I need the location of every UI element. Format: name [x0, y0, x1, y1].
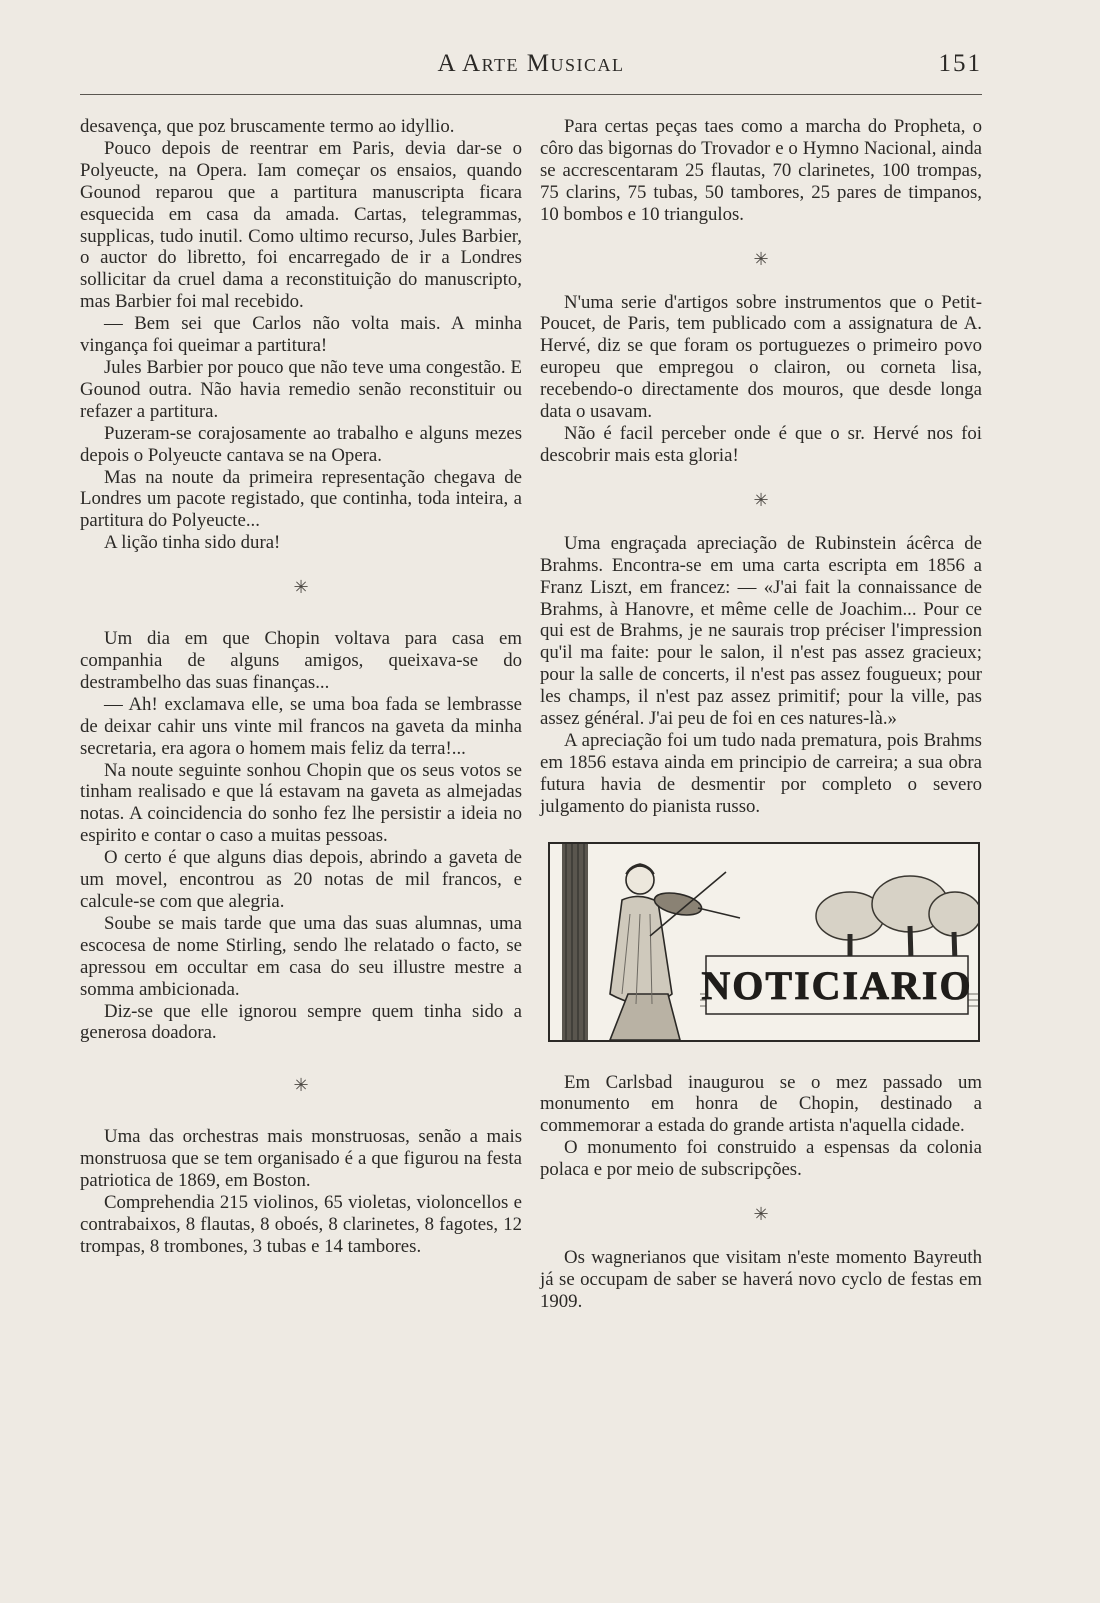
violinist-illustration	[550, 844, 978, 1040]
header-rule	[80, 94, 982, 95]
noticiario-title: NOTICIARIO	[701, 962, 973, 1008]
section-separator: ✳	[753, 1204, 769, 1225]
section-separator: ✳	[753, 248, 769, 269]
paragraph: — Bem sei que Carlos não volta mais. A minha vingança foi queimar a partitura!	[80, 313, 522, 357]
left-column	[80, 116, 522, 1258]
paragraph: A apreciação foi um tudo nada prematura, pois Brahms em 1856 estava ainda em principio de carreira; a sua obra futura havia de desmentir por completo o severo julgamento do pianista russo.	[540, 729, 982, 817]
paragraph: Um dia em que Chopin voltava para casa em companhia de alguns amigos, queixava-se do destrambelho das suas finanças...	[80, 628, 522, 693]
paragraph: N'uma serie d'artigos sobre instrumentos que o Petit-Poucet, de Paris, tem publicado com a assignatura de A. Hervé, diz se que foram os portuguezes o primeiro povo europeu que empregou o clairon, ou corneta lisa, recebendo-o directamente dos mouros, que desde longa data o usavam.	[540, 291, 982, 423]
paragraph: desavença, que poz bruscamente termo ao idyllio.	[80, 116, 455, 137]
section-separator: ✳	[753, 489, 769, 510]
paragraph: Em Carlsbad inaugurou se o mez passado um monumento em honra de Chopin, destinado a commemorar a estada do grande artista n'aquella cidade.	[540, 1071, 982, 1137]
paragraph: Para certas peças taes como a marcha do Propheta, o côro das bigornas do Trovador e o Hymno Nacional, ainda se accrescentaram 25 flautas, 70 clarinetes, 100 trompas, 75 clarins, 75 tubas, 50 tambores, 25 pares de timpanos, 10 bombos e 10 triangulos.	[540, 116, 982, 225]
right-column	[540, 116, 982, 1313]
noticiario-banner	[548, 842, 980, 1042]
paragraph: Puzeram-se corajosamente ao trabalho e alguns mezes depois o Polyeucte cantava se na Opera.	[80, 422, 522, 466]
page-number: 151	[938, 50, 982, 77]
paragraph: Jules Barbier por pouco que não teve uma congestão. E Gounod outra. Não havia remedio senão reconstituir ou refazer a partitura.	[80, 356, 522, 422]
paragraph: Comprehendia 215 violinos, 65 violetas, violoncellos e contrabaixos, 8 flautas, 8 oboés, 8 clarinetes, 8 fagotes, 12 trompas, 8 trombones, 3 tubas e 14 tambores.	[80, 1192, 522, 1257]
paragraph: Soube se mais tarde que uma das suas alumnas, uma escocesa de nome Stirling, sendo lhe relatado o facto, se apressou em occultar em casa do seu illustre mestre a somma ambicionada.	[80, 912, 522, 1000]
paragraph: Os wagnerianos que visitam n'este momento Bayreuth já se occupam de saber se haverá novo cyclo de festas em 1909.	[540, 1247, 982, 1312]
paragraph: Pouco depois de reentrar em Paris, devia dar-se o Polyeucte, na Opera. Iam começar os ensaios, quando Gounod reparou que a partitura manuscripta ficara esquecida em casa da amada. Cartas, telegrammas, supplicas, tudo inutil. Como ultimo recurso, Jules Barbier, o auctor do libretto, foi encarregado de ir a Londres sollicitar da cruel dama a reconstituição do manuscripto, mas Barbier foi mal recebido.	[80, 137, 522, 313]
paragraph: Mas na noute da primeira representação chegava de Londres um pacote registado, que continha, toda inteira, a partitura do Polyeucte...	[80, 466, 522, 532]
paragraph: Uma engraçada apreciação de Rubinstein ácêrca de Brahms. Encontra-se em uma carta escripta em 1856 a Franz Liszt, em francez: — «J'ai fait la connaissance de Brahms, à Hanovre, et même celle de Joachim... Pour ce qui est de Brahms, je ne saurais trop préciser l'impression qu'il ma faite: pour le salon, il n'est pas assez gracieux; pour la salle de concerts, il n'est pas assez fougueux; pour les champs, il n'est paz assez primitif; pour la ville, pas assez général. J'ai peu de foi en ces natures-là.»	[540, 532, 982, 730]
paragraph: O certo é que alguns dias depois, abrindo a gaveta de um movel, encontrou as 20 notas de mil francos, e calcule-se com que alegria.	[80, 847, 522, 912]
page-header	[80, 50, 982, 84]
paragraph: Não é facil perceber onde é que o sr. Hervé nos foi descobrir mais esta gloria!	[540, 422, 982, 466]
section-separator: ✳	[293, 1075, 309, 1096]
paragraph: Na noute seguinte sonhou Chopin que os seus votos se tinham realisado e que lá estavam na gaveta as almejadas notas. A coincidencia do sonho fez lhe persistir a ideia no espirito e contar o caso a muitas pessoas.	[80, 759, 522, 847]
noticiario-title-box	[701, 956, 972, 1014]
paragraph: — Ah! exclamava elle, se uma boa fada se lembrasse de deixar cahir uns vinte mil francos na gaveta da minha secretaria, era agora o homem mais feliz da terra!...	[80, 693, 522, 759]
paragraph: Uma das orchestras mais monstruosas, senão a mais monstruosa que se tem organisado é a que figurou na festa patriotica de 1869, em Boston.	[80, 1126, 522, 1192]
paragraph: O monumento foi construido a espensas da colonia polaca e por meio de subscripções.	[540, 1137, 982, 1181]
violinist-figure	[610, 864, 680, 1040]
running-title: A Arte Musical	[437, 50, 625, 77]
violin	[650, 872, 740, 936]
section-separator: ✳	[293, 577, 309, 598]
paragraph: A lição tinha sido dura!	[104, 532, 281, 554]
paragraph: Diz-se que elle ignorou sempre quem tinha sido a generosa doadora.	[80, 1000, 522, 1044]
